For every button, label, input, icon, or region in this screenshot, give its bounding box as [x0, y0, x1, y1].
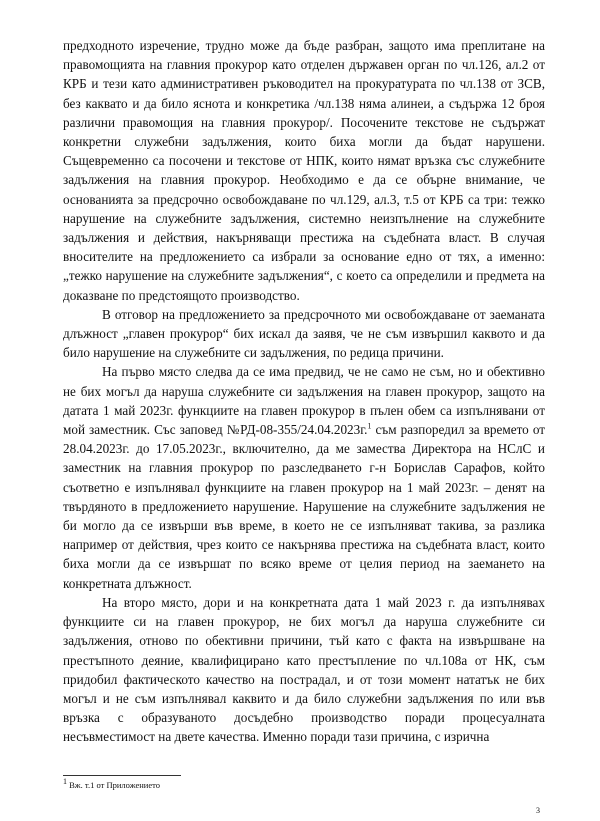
paragraph-3-text: На първо място следва да се има предвид, че не само не съм, но и обективно не бих могъл да наруша служебните си задължения на главен прокурор, защото на датата 1 май 2023г. функциите на главен прокурор в пълен обем са изпълнявани от мой заместник. Със заповед №РД-08-355/24.04.2023г.: [63, 364, 545, 438]
footnote-separator: [63, 775, 181, 776]
footnote: [63, 777, 160, 791]
footnote-text: Вж. т.1 от Приложението: [69, 780, 160, 790]
body-text: [63, 36, 545, 747]
footnote-reference: 1: [367, 421, 372, 431]
paragraph-3: [63, 362, 545, 592]
paragraph-2: В отговор на предложението за предсрочното ми освобождаване от заеманата длъжност „главен прокурор“ бих искал да заявя, че не съм извършил каквото и да било нарушение на служебните си задължения, по редица причини.: [63, 306, 545, 361]
paragraph-3-text-continued: съм разпоредил за времето от 28.04.2023г. до 17.05.2023г., включително, да ме замества Директора на НСлС и заместник на главния прокурор по разследването г-н Борислав Сарафов, който съответно е изпълнявал функциите на главен прокурор на 1 май 2023г. – денят на твърдяното в предложението нарушение. Нарушение на служебните задължения не би могло да се извърши във време, в което не се изпълняват такива, за разлика например от действия, чрез които се накърнява престижа на съдебната власт, които биха могли да се извършат по всяко време от целия период на заемането на конкретната длъжност.: [63, 422, 546, 591]
paragraph-4: На второ място, дори и на конкретната дата 1 май 2023 г. да изпълнявах функциите си на главен прокурор, не бих могъл да наруша служебните си задължения, отново по обективни причини, тъй като с факта на извършване на престъпното деяние, квалифицирано като престъпление по чл.108а от НК, съм придобил фактическото качество на пострадал, и от този момент нататък не бих могъл и не съм изпълнявал каквито и да било служебни задължения по или във връзка с образуваното досъдебно производство поради процесуалната несъвместимост на двете качества. Именно поради тази причина, с изрична: [63, 594, 545, 745]
footnote-mark: 1: [63, 777, 67, 787]
paragraph-1: предходното изречение, трудно може да бъде разбран, защото има преплитане на правомощията на главния прокурор като отделен държавен орган по чл.126, ал.2 от КРБ и тези като административен ръководител на прокуратурата по чл.138 от ЗСВ, без каквато и да било яснота и конкретика /чл.138 няма алинеи, а съдържа 12 броя различни правомощия на главния прокурор/. Посочените текстове не съдържат конкретни служебни задължения, които биха могли да бъдат нарушени. Същевременно са посочени и текстове от НПК, които нямат връзка със служебните задължения на главния прокурор. Необходимо е да се обърне внимание, че основанията за предсрочно освобождаване по чл.129, ал.3, т.5 от КРБ са три: тежко нарушение на служебните задължения, системно неизпълнение на служебните задължения и действия, накърняващи престижа на съдебната власт. В случая вносителите на предложението са избрали за основание едно от тях, а именно: „тежко нарушение на служебните задължения“, с което са определили и предмета на доказване по предстоящото производство.: [63, 38, 545, 303]
page-number: 3: [536, 806, 540, 815]
